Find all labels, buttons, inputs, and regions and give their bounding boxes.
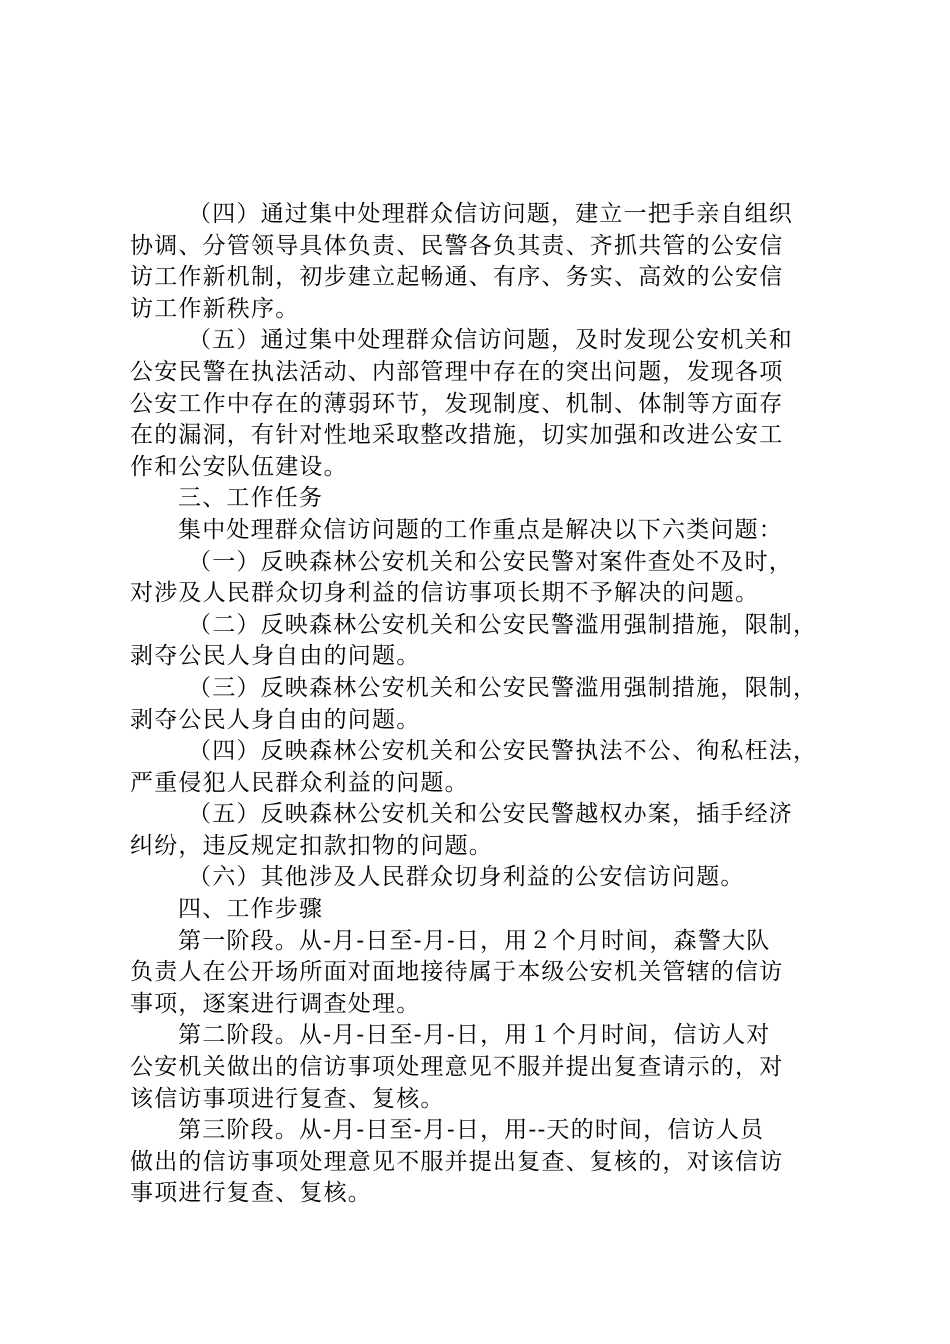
text-line: 事项，逐案进行调查处理。 — [130, 990, 421, 1017]
text-line: 访工作新秩序。 — [130, 295, 300, 322]
text-line: 做出的信访事项处理意见不服并提出复查、复核的，对该信访 — [130, 1148, 784, 1175]
text-line: 严重侵犯人民群众利益的问题。 — [130, 769, 469, 796]
text-line: （四）反映森林公安机关和公安民警执法不公、徇私枉法， — [188, 738, 818, 765]
text-line: 集中处理群众信访问题的工作重点是解决以下六类问题： — [178, 516, 783, 543]
text-line: （四）通过集中处理群众信访问题，建立一把手亲自组织 — [188, 201, 793, 227]
text-line: 公安民警在执法活动、内部管理中存在的突出问题，发现各项 — [130, 358, 784, 385]
text-line: 作和公安队伍建设。 — [130, 453, 348, 480]
text-line: 协调、分管领导具体负责、民警各负其责、齐抓共管的公安信 — [130, 232, 784, 259]
text-line: 剥夺公民人身自由的问题。 — [130, 643, 421, 670]
text-line: 事项进行复查、复核。 — [130, 1180, 372, 1207]
text-line: 第一阶段。从-月-日至-月-日，用２个月时间，森警大队 — [178, 927, 771, 954]
text-line: （三）反映森林公安机关和公安民警滥用强制措施，限制， — [188, 674, 818, 701]
text-line: 该信访事项进行复查、复核。 — [130, 1085, 445, 1112]
text-line: 访工作新机制，初步建立起畅通、有序、务实、高效的公安信 — [130, 264, 784, 291]
text-line: 纠纷，违反规定扣款扣物的问题。 — [130, 832, 493, 859]
text-line: （二）反映森林公安机关和公安民警滥用强制措施，限制， — [188, 611, 818, 638]
text-line: 对涉及人民群众切身利益的信访事项长期不予解决的问题。 — [130, 580, 760, 607]
text-line: 第二阶段。从-月-日至-月-日，用１个月时间，信访人对 — [178, 1022, 771, 1049]
text-line: 第三阶段。从-月-日至-月-日，用--天的时间，信访人员 — [178, 1117, 765, 1144]
document-body — [130, 199, 830, 1210]
text-line: 公安机关做出的信访事项处理意见不服并提出复查请示的，对 — [130, 1054, 784, 1081]
text-line: 负责人在公开场所面对面地接待属于本级公安机关管辖的信访 — [130, 959, 784, 986]
text-line: （六）其他涉及人民群众切身利益的公安信访问题。 — [188, 864, 745, 891]
text-line: 剥夺公民人身自由的问题。 — [130, 706, 421, 733]
section-heading: 四、工作步骤 — [178, 896, 324, 923]
text-line: 公安工作中存在的薄弱环节，发现制度、机制、体制等方面存 — [130, 390, 784, 417]
section-heading: 三、工作任务 — [178, 485, 324, 512]
text-line: （五）反映森林公安机关和公安民警越权办案，插手经济 — [188, 801, 793, 828]
text-line: （五）通过集中处理群众信访问题，及时发现公安机关和 — [188, 327, 793, 354]
text-line: （一）反映森林公安机关和公安民警对案件查处不及时， — [188, 548, 793, 575]
text-line: 在的漏洞，有针对性地采取整改措施，切实加强和改进公安工 — [130, 422, 784, 449]
